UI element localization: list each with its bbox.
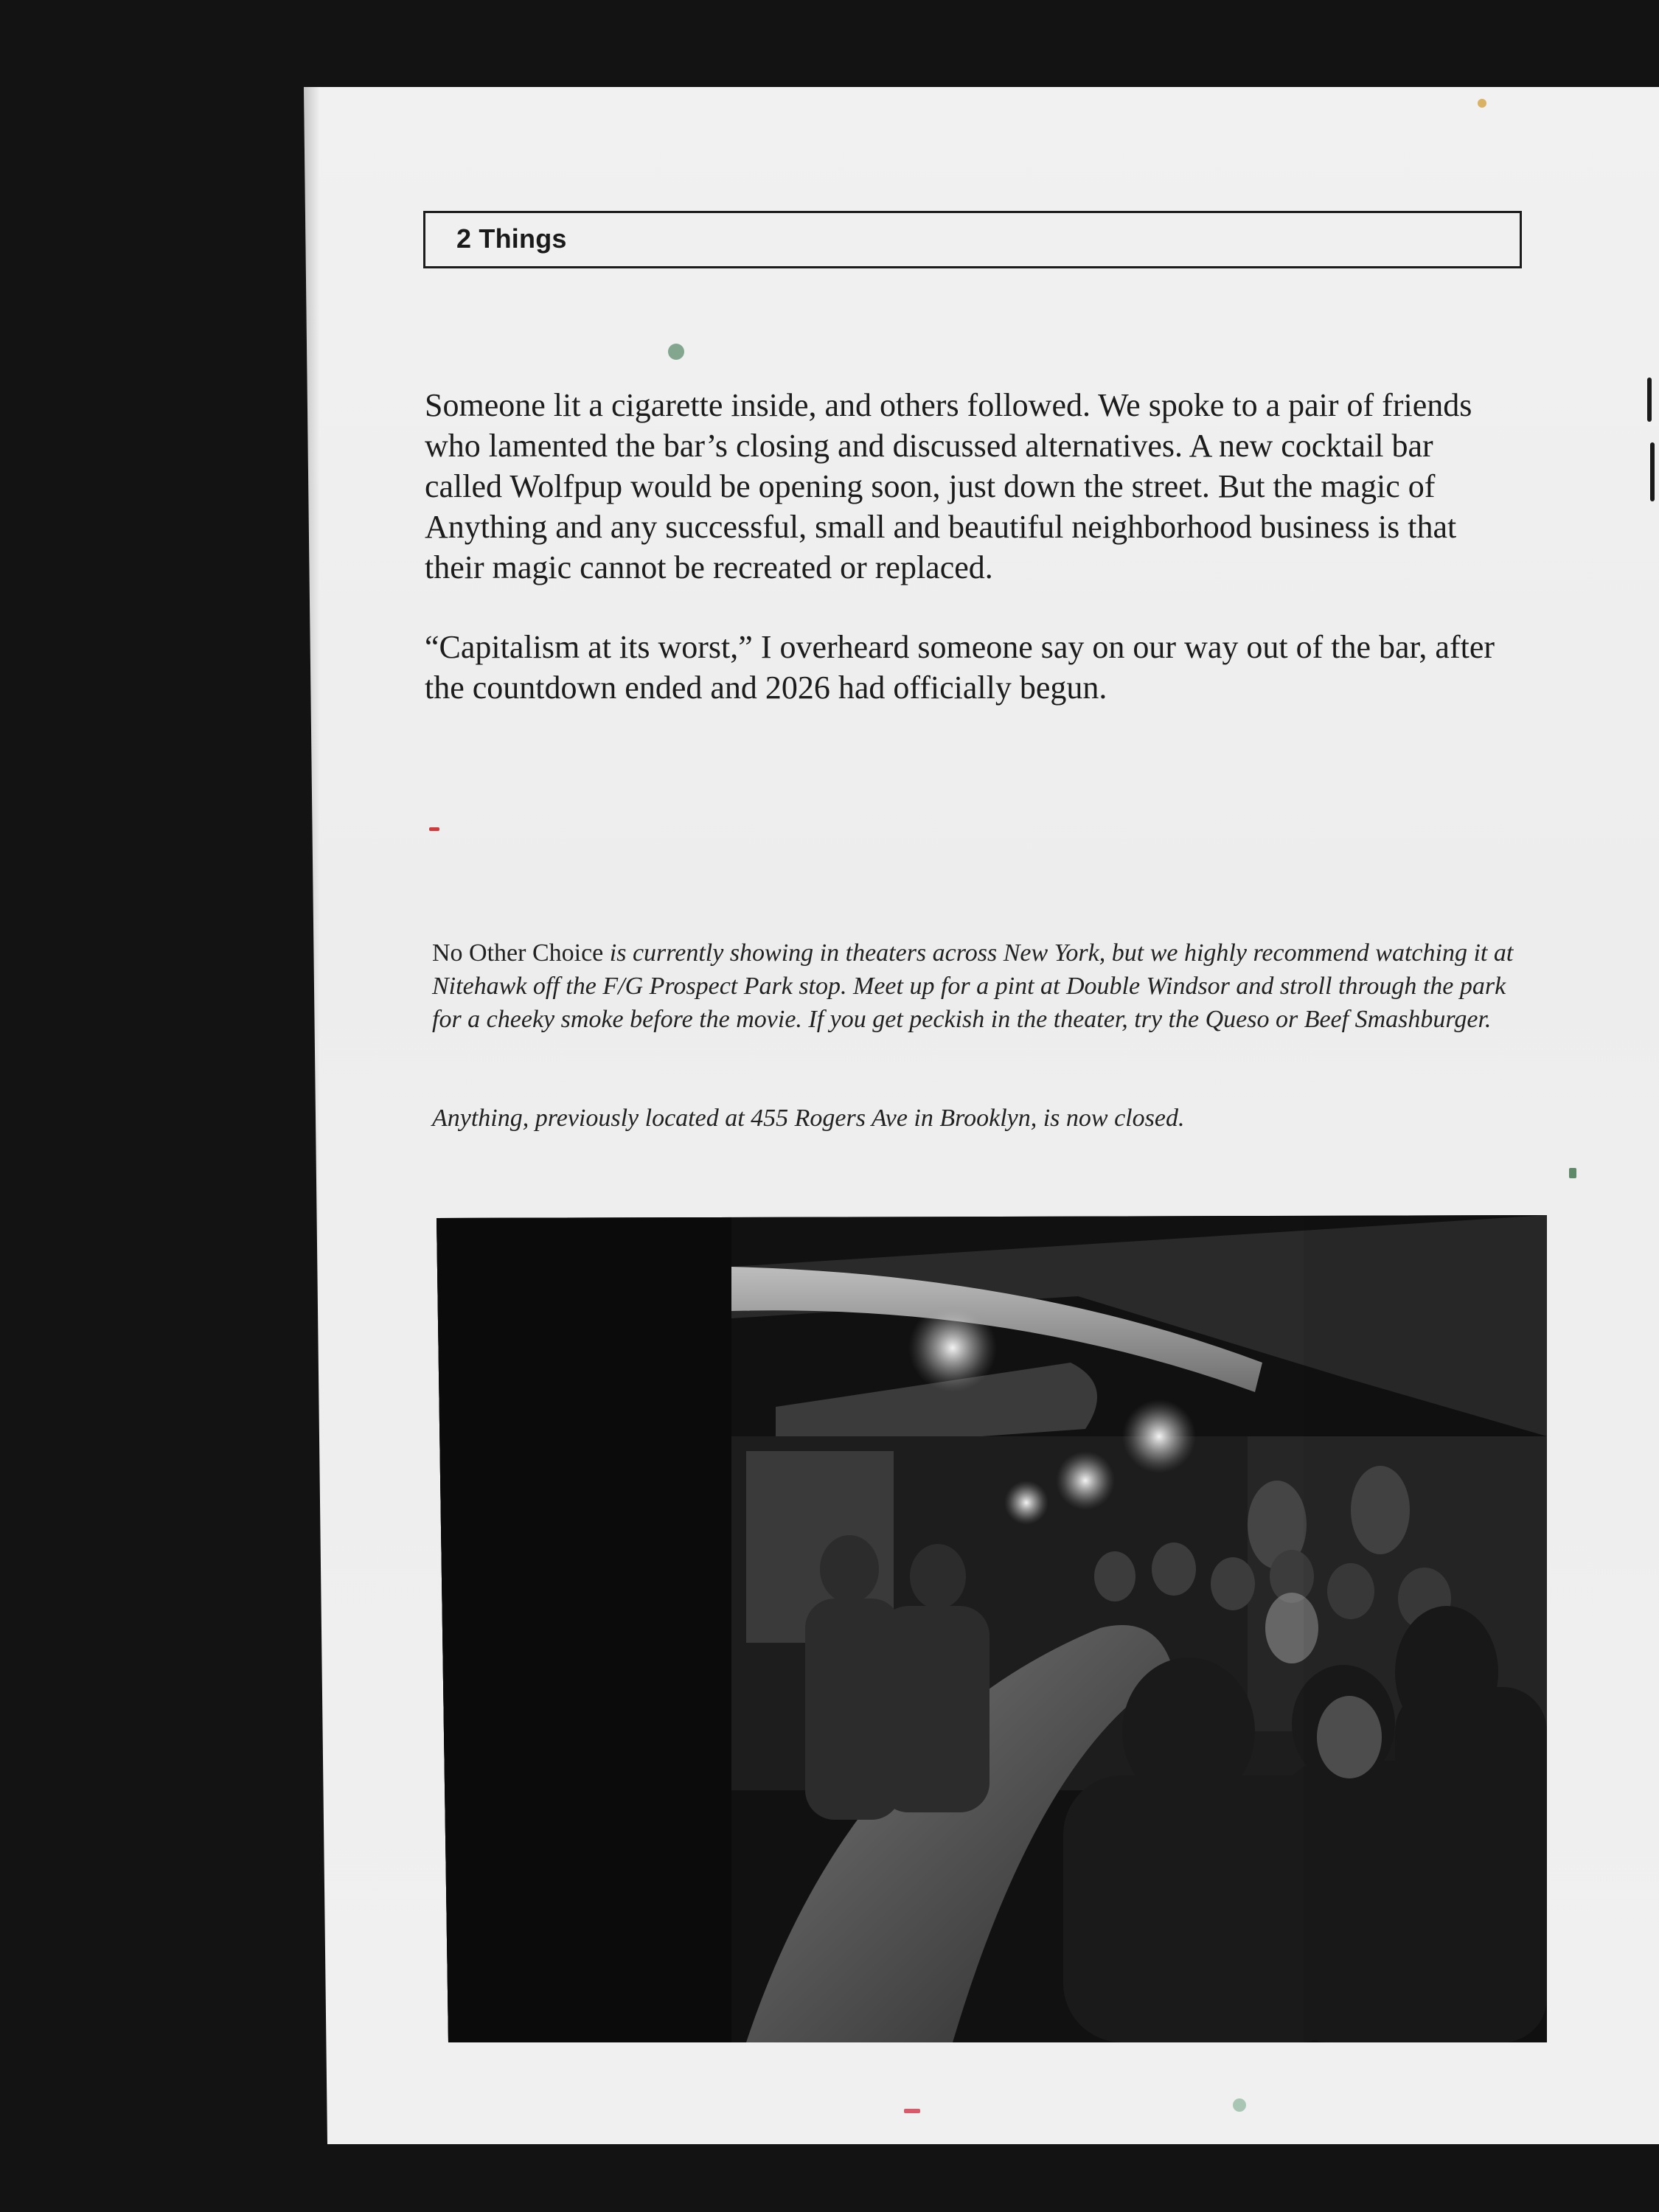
section-header-box bbox=[423, 211, 1522, 268]
closure-note: Anything, previously located at 455 Rogers Ave in Brooklyn, is now closed. bbox=[432, 1105, 1185, 1132]
article-paragraph-1: Someone lit a cigarette inside, and others followed. We spoke to a pair of friends who lamented the bar’s closing and discussed alternatives. A new cocktail bar called Wolfpup would be opening soon, just down the street. But the magic of Anything and any successful, small and beautiful neighborhood business is that their magic cannot be recreated or replaced. bbox=[425, 387, 1472, 585]
paper-speck bbox=[1569, 1168, 1576, 1178]
bar-interior-photo bbox=[437, 1215, 1547, 2042]
film-title: No Other Choice bbox=[432, 939, 604, 967]
paper-speck bbox=[1233, 2098, 1246, 2112]
section-title: 2 Things bbox=[456, 223, 567, 254]
paper-speck bbox=[429, 827, 439, 831]
paper-speck bbox=[904, 2109, 920, 2113]
paper-speck bbox=[1647, 378, 1652, 422]
film-recommendation-note bbox=[432, 936, 1516, 1036]
film-note-text: is currently showing in theaters across New York, but we highly recommend watching it at Nitehawk off the F/G Prospect Park stop. Meet up for a pint at Double Windsor and stroll through the park for a cheeky smoke before the movie. If you get peckish in the theater, try the Queso or Beef Smashburger. bbox=[432, 939, 1514, 1033]
paper-speck bbox=[668, 344, 684, 360]
article-paragraph-2: “Capitalism at its worst,” I overheard someone say on our way out of the bar, after the countdown ended and 2026 had officially begun. bbox=[425, 629, 1495, 706]
paper-speck bbox=[1478, 99, 1486, 108]
paper-speck bbox=[1650, 442, 1655, 501]
